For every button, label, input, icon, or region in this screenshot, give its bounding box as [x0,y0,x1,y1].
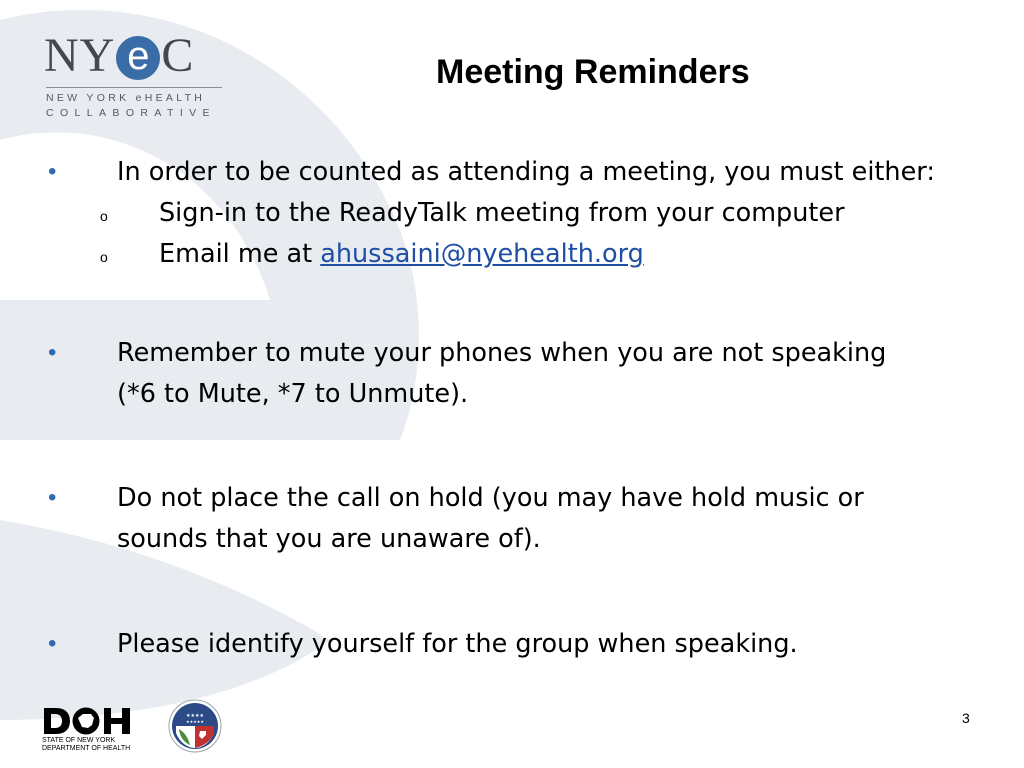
svg-text:★★★★: ★★★★ [186,713,204,719]
bullet-2-line-2: (*6 to Mute, *7 to Unmute). [117,379,469,409]
bullet-1-line-1: In order to be counted as attending a meeting, you must either: [117,157,935,187]
email-prefix: Email me at [159,239,321,269]
subbullet-2-text [159,238,644,270]
bullet-marker: • [48,630,57,657]
logo-tagline-2: COLLABORATIVE [46,107,216,119]
doh-state-text: STATE OF NEW YORK [42,737,116,744]
logo-e-circle: e [116,36,160,80]
subbullet-marker: o [100,208,108,224]
bullet-marker: • [48,484,57,511]
recovery-seal-icon [168,699,222,753]
doh-wordmark-graphic [42,706,134,736]
bullet-3-line-2: sounds that you are unaware of). [117,524,541,554]
bullet-4-line-1: Please identify yourself for the group when speaking. [117,629,798,659]
bullet-marker: • [48,158,57,185]
logo-c: C [161,29,195,82]
doh-department-text: DEPARTMENT OF HEALTH [42,745,131,752]
svg-text:★★★★★: ★★★★★ [186,719,204,724]
bullet-marker: • [48,339,57,366]
slide-title: Meeting Reminders [436,53,750,91]
doh-logo [42,706,138,752]
subbullet-marker: o [100,249,108,265]
logo-tagline-1: NEW YORK eHEALTH [46,92,206,104]
bullet-3-line-1: Do not place the call on hold (you may have hold music or [117,483,864,513]
subbullet-1-text: Sign-in to the ReadyTalk meeting from your computer [159,198,845,228]
logo-ny: NY [44,29,116,82]
bullet-2-line-1: Remember to mute your phones when you are not speaking [117,338,887,368]
page-number: 3 [962,710,970,726]
email-link[interactable]: ahussaini@nyehealth.org [320,239,644,269]
